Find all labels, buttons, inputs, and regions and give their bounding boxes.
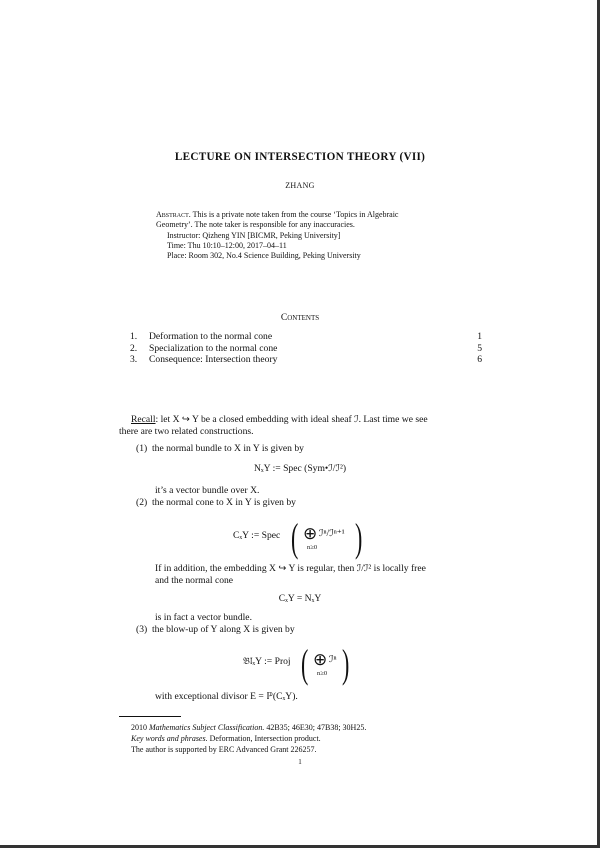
abstract-label: Abstract. — [156, 210, 191, 219]
footnote-rule — [119, 716, 181, 717]
abstract-instructor: Instructor: Qizheng YIN [BICMR, Peking University] — [167, 231, 341, 240]
author-name: ZHANG — [285, 181, 315, 190]
direct-sum-symbol: ⊕ — [303, 524, 318, 543]
paper-title: LECTURE ON INTERSECTION THEORY (VII) — [174, 151, 426, 163]
footnote-msc: 2010 Mathematics Subject Classification. 42B35; 46E30; 47B38; 30H25. — [131, 723, 367, 732]
abstract-line1: This is a private note taken from the course ‘Topics in Algebraic — [192, 210, 399, 219]
direct-sum-symbol: ⊕ — [313, 650, 328, 669]
page-number: 1 — [298, 758, 302, 766]
abstract-place: Place: Room 302, No.4 Science Building, Peking University — [167, 251, 361, 260]
equation-normal-bundle: NₓY := Spec (Sym•ℐ/ℐ²) — [253, 463, 347, 474]
right-paren: ) — [354, 515, 363, 560]
footnote-keywords: Key words and phrases. Deformation, Intersection product. — [131, 734, 321, 743]
equation-cone-equals-bundle: CₓY = NₓY — [278, 593, 322, 604]
list-item-2: (2) the normal cone to X in Y is given by — [136, 497, 296, 508]
list-item-1: (1) the normal bundle to X in Y is given by — [136, 443, 304, 454]
list-item-3: (3) the blow-up of Y along X is given by — [136, 624, 295, 635]
right-paren: ) — [341, 641, 350, 686]
left-paren: ( — [300, 641, 309, 686]
abstract-line2: Geometry’. The note taker is responsible for any inaccuracies. — [156, 220, 355, 229]
contents-heading: Contents — [280, 312, 320, 323]
footnote-grant: The author is supported by ERC Advanced Grant 226257. — [131, 745, 317, 754]
document-page: LECTURE ON INTERSECTION THEORY (VII) ZHANG Abstract. This is a private note taken from the course ‘Topics in Algebraic Geometry’. The note taker is responsible for any inaccuracies. Instructor: Qizheng YIN [BICMR, Peking University] Time: Thu 10:10–12:00, 2017–04–11 Place: Room 302, No.4 Science Building, Peking University Contents 1. Deformation to the normal cone 1 2. Specialization to the normal cone 5 3. Consequence: Intersection theory 6 Recall: let X ↪ Y be a closed embedding with ideal sheaf ℐ. Last time we see there are two related constructions. (1) the normal bundle to X in Y is given by NₓY := Spec (Sym•ℐ/ℐ²) it’s a vector bundle over X. (2) the normal cone to X in Y is given by CₓY := Spec ( ⊕ n≥0 ℐⁿ/ℐⁿ⁺¹ ) If in addition, the embedding X ↪ Y is regular, then ℐ/ℐ² is locally free and the normal cone CₓY = NₓY is in fact a vector bundle. (3) the blow-up of Y along X is given by 𝔅𝔩ₓY := Proj ( ⊕ n≥0 ℐⁿ ) with exceptional divisor E = ℙ(CₓY). 2010 Mathematics Subject Classification. 42B35; 46E30; 47B38; 30H25. Key words and phrases. Deformation, Intersection product. The author is supported by ERC Advanced Grant 226257. 1 — [0, 0, 600, 848]
abstract-time: Time: Thu 10:10–12:00, 2017–04–11 — [167, 241, 287, 250]
recall-word: Recall — [131, 414, 156, 425]
left-paren: ( — [290, 515, 299, 560]
